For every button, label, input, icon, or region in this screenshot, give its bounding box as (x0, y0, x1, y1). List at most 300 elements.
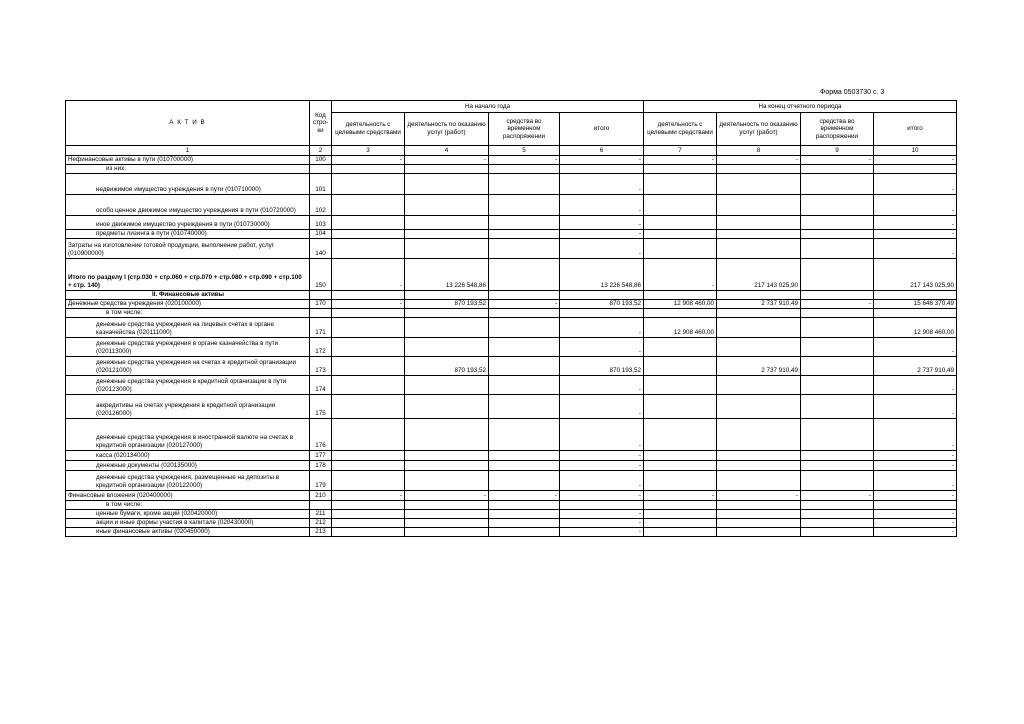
cell-value: - (874, 337, 957, 356)
cell-value: - (560, 490, 644, 500)
table-row (66, 418, 957, 450)
cell-value: - (332, 258, 405, 290)
row-name: Денежные средства учреждения (020100000) (66, 299, 310, 308)
row-name: иное движимое имущество учреждения в пути (010730000) (66, 215, 310, 229)
cell-value (489, 290, 560, 299)
cell-value: - (489, 490, 560, 500)
row-code: 104 (310, 229, 332, 238)
cell-value (489, 375, 560, 394)
table-row (66, 215, 957, 229)
header-col-temp-start: средства во временном распоряжении (489, 113, 560, 146)
cell-value (332, 518, 405, 527)
cell-value (644, 460, 717, 470)
cell-value (560, 164, 644, 173)
row-code: 102 (310, 194, 332, 215)
cell-value: - (560, 470, 644, 490)
cell-value: 13 226 548,86 (405, 258, 489, 290)
cell-value (717, 215, 801, 229)
cell-value: - (874, 173, 957, 194)
cell-value: - (644, 258, 717, 290)
cell-value (644, 509, 717, 518)
cell-value (717, 518, 801, 527)
cell-value (801, 238, 874, 258)
cell-value (717, 394, 801, 418)
cell-value (644, 238, 717, 258)
cell-value (801, 418, 874, 450)
cell-value: - (560, 509, 644, 518)
cell-value (644, 450, 717, 460)
table-row (66, 299, 957, 308)
cell-value: - (560, 229, 644, 238)
row-name: касса (020134000) (66, 450, 310, 460)
cell-value (405, 509, 489, 518)
cell-value (801, 337, 874, 356)
column-number: 1 (66, 146, 310, 156)
table-row (66, 290, 957, 299)
row-code: 101 (310, 173, 332, 194)
header-aktiv: А К Т И В (66, 101, 310, 146)
cell-value (489, 317, 560, 337)
cell-value (717, 500, 801, 509)
cell-value (644, 394, 717, 418)
cell-value (332, 509, 405, 518)
row-name: ценные бумаги, кроме акций (020420000) (66, 509, 310, 518)
cell-value: 870 193,52 (560, 356, 644, 375)
cell-value: - (874, 238, 957, 258)
cell-value (801, 356, 874, 375)
table-row (66, 518, 957, 527)
cell-value (489, 238, 560, 258)
table-row (66, 194, 957, 215)
form-label: Форма 0503730 с. 3 (820, 89, 885, 96)
cell-value (405, 394, 489, 418)
cell-value: - (560, 317, 644, 337)
cell-value (644, 290, 717, 299)
row-name: иные финансовые активы (020450000) (66, 527, 310, 536)
cell-value: 12 908 460,00 (644, 299, 717, 308)
cell-value: 15 646 370,49 (874, 299, 957, 308)
row-name: в том числе: (66, 500, 310, 509)
row-code: 176 (310, 418, 332, 450)
cell-value: - (874, 450, 957, 460)
table-row (66, 460, 957, 470)
cell-value: 870 193,52 (405, 299, 489, 308)
row-code: 177 (310, 450, 332, 460)
table-row (66, 317, 957, 337)
cell-value (801, 500, 874, 509)
cell-value (717, 229, 801, 238)
cell-value (801, 290, 874, 299)
cell-value (717, 470, 801, 490)
table-row (66, 450, 957, 460)
cell-value: - (874, 156, 957, 165)
cell-value: - (560, 173, 644, 194)
table-row (66, 509, 957, 518)
cell-value: - (874, 394, 957, 418)
cell-value: - (332, 299, 405, 308)
cell-value (332, 215, 405, 229)
cell-value (405, 460, 489, 470)
cell-value (332, 418, 405, 450)
cell-value: 217 143 025,90 (874, 258, 957, 290)
cell-value (489, 229, 560, 238)
row-name: денежные средства учреждения, размещенные на депозиты в кредитной организации (020122000) (66, 470, 310, 490)
header-col-services-start: деятельность по оказанию услуг (работ) (405, 113, 489, 146)
cell-value (717, 337, 801, 356)
cell-value (801, 527, 874, 536)
row-code: 103 (310, 215, 332, 229)
cell-value (801, 375, 874, 394)
column-number: 7 (644, 146, 717, 156)
cell-value (405, 518, 489, 527)
cell-value: - (644, 490, 717, 500)
column-number: 10 (874, 146, 957, 156)
cell-value (560, 500, 644, 509)
cell-value: 870 193,52 (560, 299, 644, 308)
cell-value (644, 337, 717, 356)
cell-value (489, 460, 560, 470)
cell-value (874, 164, 957, 173)
table-row (66, 337, 957, 356)
row-name: II. Финансовые активы (66, 290, 310, 299)
row-name: Нефинансовые активы в пути (010700000) (66, 156, 310, 165)
cell-value (717, 308, 801, 317)
cell-value (332, 394, 405, 418)
header-code: Код стро-ки (310, 101, 332, 146)
cell-value (717, 375, 801, 394)
cell-value (801, 173, 874, 194)
cell-value (332, 290, 405, 299)
row-code: 171 (310, 317, 332, 337)
column-number: 5 (489, 146, 560, 156)
column-number: 6 (560, 146, 644, 156)
cell-value: - (560, 460, 644, 470)
row-code (310, 164, 332, 173)
row-code: 172 (310, 337, 332, 356)
cell-value (332, 238, 405, 258)
row-name: Итого по разделу I (стр.030 + стр.060 + стр.070 + стр.080 + стр.090 + стр.100 + стр. 140) (66, 258, 310, 290)
cell-value (489, 215, 560, 229)
cell-value (644, 173, 717, 194)
cell-value (405, 375, 489, 394)
cell-value (801, 450, 874, 460)
row-name: предметы лизинга в пути (010740000) (66, 229, 310, 238)
cell-value (874, 308, 957, 317)
row-code: 170 (310, 299, 332, 308)
cell-value: - (489, 156, 560, 165)
cell-value (332, 173, 405, 194)
cell-value: - (801, 156, 874, 165)
cell-value (405, 238, 489, 258)
row-name: особо ценное движимое имущество учреждения в пути (010720000) (66, 194, 310, 215)
table-row (66, 238, 957, 258)
cell-value (405, 173, 489, 194)
cell-value: - (801, 299, 874, 308)
cell-value (489, 164, 560, 173)
cell-value (489, 518, 560, 527)
header-start-period: На начало года (332, 101, 644, 113)
cell-value (332, 450, 405, 460)
cell-value: - (717, 490, 801, 500)
row-code: 174 (310, 375, 332, 394)
cell-value: - (332, 490, 405, 500)
cell-value (801, 229, 874, 238)
cell-value (405, 215, 489, 229)
cell-value: - (332, 156, 405, 165)
cell-value (332, 164, 405, 173)
cell-value: - (560, 337, 644, 356)
cell-value (717, 418, 801, 450)
table-row (66, 229, 957, 238)
cell-value: - (874, 229, 957, 238)
table-header (66, 101, 957, 156)
cell-value: - (874, 460, 957, 470)
cell-value (801, 164, 874, 173)
cell-value: - (717, 156, 801, 165)
cell-value (717, 509, 801, 518)
cell-value: - (560, 238, 644, 258)
cell-value (717, 164, 801, 173)
cell-value (560, 290, 644, 299)
cell-value (801, 308, 874, 317)
cell-value (489, 527, 560, 536)
table-row (66, 470, 957, 490)
cell-value (405, 308, 489, 317)
row-code: 179 (310, 470, 332, 490)
cell-value (801, 518, 874, 527)
row-name: денежные средства учреждения в органе казначейства в пути (020113000) (66, 337, 310, 356)
cell-value (644, 375, 717, 394)
row-code (310, 308, 332, 317)
cell-value (405, 527, 489, 536)
cell-value (405, 418, 489, 450)
cell-value (332, 194, 405, 215)
row-name: недвижимое имущество учреждения в пути (010710000) (66, 173, 310, 194)
cell-value: - (560, 527, 644, 536)
cell-value (644, 356, 717, 375)
header-col-target-start: деятельность с целевыми средствами (332, 113, 405, 146)
cell-value: - (874, 215, 957, 229)
row-code (310, 290, 332, 299)
cell-value (489, 470, 560, 490)
cell-value (332, 460, 405, 470)
cell-value: - (560, 418, 644, 450)
cell-value: 12 908 460,00 (874, 317, 957, 337)
cell-value (489, 509, 560, 518)
cell-value: - (560, 375, 644, 394)
cell-value: - (405, 156, 489, 165)
cell-value (489, 173, 560, 194)
cell-value (405, 229, 489, 238)
row-name: Финансовые вложения (020400000) (66, 490, 310, 500)
table-body (66, 156, 957, 537)
header-col-total-start: итого (560, 113, 644, 146)
row-code: 140 (310, 238, 332, 258)
column-numbers-row (66, 146, 957, 156)
cell-value (332, 229, 405, 238)
cell-value (717, 460, 801, 470)
cell-value (332, 375, 405, 394)
cell-value: 217 143 025,90 (717, 258, 801, 290)
table-row (66, 173, 957, 194)
cell-value (489, 500, 560, 509)
cell-value (644, 215, 717, 229)
cell-value: - (874, 490, 957, 500)
cell-value (489, 394, 560, 418)
cell-value: - (874, 527, 957, 536)
cell-value (644, 194, 717, 215)
row-name: акции и иные формы участия в капитале (020430000) (66, 518, 310, 527)
cell-value: - (560, 450, 644, 460)
row-code: 178 (310, 460, 332, 470)
cell-value (717, 173, 801, 194)
row-code: 100 (310, 156, 332, 165)
row-name: аккредитивы на счетах учреждения в кредитной организации (020126000) (66, 394, 310, 418)
cell-value: - (874, 194, 957, 215)
cell-value: - (874, 509, 957, 518)
cell-value (405, 337, 489, 356)
cell-value (801, 509, 874, 518)
cell-value (644, 308, 717, 317)
cell-value (489, 258, 560, 290)
row-name: денежные средства учреждения в кредитной организации в пути (020123000) (66, 375, 310, 394)
cell-value (332, 337, 405, 356)
column-number: 9 (801, 146, 874, 156)
header-end-period: На конец отчетного периода (644, 101, 957, 113)
cell-value (489, 418, 560, 450)
cell-value: - (874, 518, 957, 527)
cell-value (332, 317, 405, 337)
header-col-total-end: итого (874, 113, 957, 146)
table-row (66, 164, 957, 173)
cell-value: - (489, 299, 560, 308)
row-code: 150 (310, 258, 332, 290)
row-code: 213 (310, 527, 332, 536)
cell-value (801, 258, 874, 290)
cell-value: - (874, 470, 957, 490)
cell-value (644, 164, 717, 173)
cell-value: 2 737 910,49 (717, 299, 801, 308)
row-name: в том числе: (66, 308, 310, 317)
table-row (66, 527, 957, 536)
cell-value: - (560, 156, 644, 165)
cell-value (717, 317, 801, 337)
cell-value: 2 737 910,49 (874, 356, 957, 375)
header-col-target-end: деятельность с целевыми средствами (644, 113, 717, 146)
cell-value (489, 450, 560, 460)
cell-value (405, 470, 489, 490)
assets-table (65, 100, 957, 537)
cell-value: - (874, 418, 957, 450)
cell-value (644, 418, 717, 450)
cell-value (489, 194, 560, 215)
column-number: 3 (332, 146, 405, 156)
cell-value: 12 908 460,00 (644, 317, 717, 337)
header-col-temp-end: средства во временном распоряжении (801, 113, 874, 146)
cell-value (644, 229, 717, 238)
cell-value (801, 215, 874, 229)
row-name: денежные средства учреждения в иностранной валюте на счетах в кредитной организации (020127000) (66, 418, 310, 450)
column-number: 4 (405, 146, 489, 156)
cell-value (874, 500, 957, 509)
cell-value (332, 308, 405, 317)
row-code: 212 (310, 518, 332, 527)
cell-value (405, 290, 489, 299)
row-code: 175 (310, 394, 332, 418)
cell-value: 13 226 548,86 (560, 258, 644, 290)
cell-value: - (560, 194, 644, 215)
cell-value (560, 308, 644, 317)
cell-value (405, 164, 489, 173)
table-row (66, 258, 957, 290)
table-row (66, 394, 957, 418)
table-row (66, 500, 957, 509)
table-row (66, 375, 957, 394)
cell-value (717, 290, 801, 299)
cell-value (874, 290, 957, 299)
row-name: денежные документы (020135000) (66, 460, 310, 470)
row-name: Затраты на изготовление готовой продукции, выполнение работ, услуг (010900000) (66, 238, 310, 258)
cell-value (717, 450, 801, 460)
row-code: 211 (310, 509, 332, 518)
cell-value (801, 460, 874, 470)
cell-value (405, 500, 489, 509)
cell-value (644, 500, 717, 509)
cell-value: 870 193,52 (405, 356, 489, 375)
column-number: 2 (310, 146, 332, 156)
cell-value (332, 470, 405, 490)
cell-value (489, 337, 560, 356)
cell-value: - (405, 490, 489, 500)
cell-value (644, 470, 717, 490)
cell-value: - (560, 394, 644, 418)
column-number: 8 (717, 146, 801, 156)
row-name: денежные средства учреждения на счетах в кредитной организации (020121000) (66, 356, 310, 375)
table-row (66, 490, 957, 500)
cell-value (717, 194, 801, 215)
cell-value: - (560, 518, 644, 527)
row-name: денежные средства учреждения на лицевых счетах в органе казначейства (020111000) (66, 317, 310, 337)
row-code (310, 500, 332, 509)
cell-value (405, 317, 489, 337)
cell-value: - (874, 375, 957, 394)
cell-value (332, 356, 405, 375)
row-code: 210 (310, 490, 332, 500)
cell-value (801, 470, 874, 490)
table-row (66, 308, 957, 317)
cell-value (489, 308, 560, 317)
cell-value (489, 356, 560, 375)
cell-value (644, 518, 717, 527)
cell-value (717, 527, 801, 536)
cell-value (332, 527, 405, 536)
cell-value (717, 238, 801, 258)
cell-value: - (560, 215, 644, 229)
table-row (66, 156, 957, 165)
cell-value (644, 527, 717, 536)
cell-value: - (644, 156, 717, 165)
table-row (66, 356, 957, 375)
header-col-services-end: деятельность по оказанию услуг (работ) (717, 113, 801, 146)
row-name: из них: (66, 164, 310, 173)
cell-value (405, 194, 489, 215)
cell-value (405, 450, 489, 460)
cell-value (801, 194, 874, 215)
cell-value (801, 394, 874, 418)
row-code: 173 (310, 356, 332, 375)
cell-value: - (801, 490, 874, 500)
cell-value (801, 317, 874, 337)
